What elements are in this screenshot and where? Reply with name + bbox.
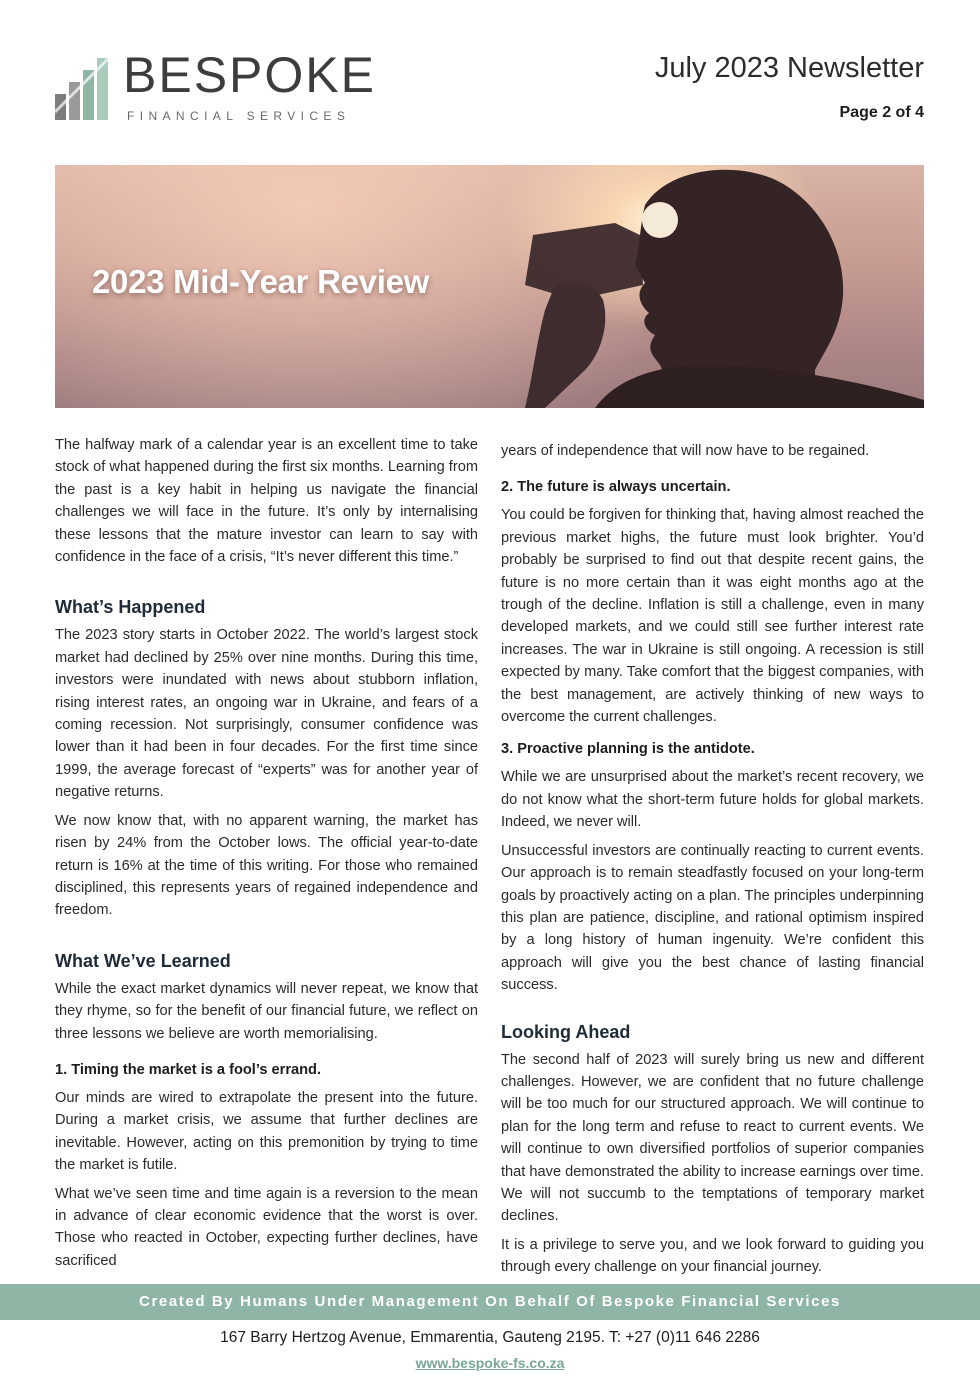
footer-banner: Created By Humans Under Management On Behalf Of Bespoke Financial Services: [0, 1284, 980, 1320]
lesson-3-heading: 3. Proactive planning is the antidote.: [501, 741, 755, 758]
whats-happened-paragraph-2: We now know that, with no apparent warning, the market has risen by 24% from the October lows. The official year-to-date return is 16% at the time of this writing. For those who remained disciplined, this represents years of regained independence and freedom.: [55, 812, 478, 919]
looking-ahead-paragraph-1: The second half of 2023 will surely bring us new and different challenges. However, we are confident that no future challenge will be too much for our structured approach. We will continue to plan for the long term and refuse to react to current events. We will continue to own diversified portfolios of superior companies that have demonstrated the ability to increase earnings over time. We will not succumb to the temptations of temporary market declines.: [501, 1051, 924, 1225]
lesson-1-heading: 1. Timing the market is a fool’s errand.: [55, 1061, 322, 1078]
lesson-3-paragraph-2: Unsuccessful investors are continually reacting to current events. Our approach is to remain steadfastly focused on your long-term goals by proactively acting on a plan. The principles underpinning this plan are patience, discipline, and rational optimism inspired by a long history of human ingenuity. We’re confident this approach will give you the best chance of lasting financial success.: [501, 842, 924, 994]
lesson-1-paragraph-1: Our minds are wired to extrapolate the present into the future. During a market crisis, we assume that further declines are inevitable. However, acting on this premonition by trying to time the market is futile.: [55, 1089, 478, 1174]
hero-banner: [55, 165, 924, 408]
what-weve-learned-paragraph: While the exact market dynamics will never repeat, we know that they rhyme, so for the benefit of our financial future, we reflect on three lessons we believe are worth memorialising.: [55, 980, 478, 1042]
looking-ahead-paragraph-2: It is a privilege to serve you, and we look forward to guiding you through every challenge on your financial journey.: [501, 1236, 924, 1276]
whats-happened-paragraph-1: The 2023 story starts in October 2022. The world’s largest stock market had declined by 25% over nine months. During this time, investors were inundated with news about stubborn inflation, rising interest rates, an ongoing war in Ukraine, and fears of a coming recession. Not surprisingly, consumer confidence was lower than it had been in four decades. For the first time since 1999, the average forecast of “experts” was for another year of negative returns.: [55, 627, 478, 801]
left-column: [55, 434, 478, 1278]
logo-subtitle: FINANCIAL SERVICES: [127, 109, 351, 123]
right-column: [501, 440, 924, 1285]
lesson-3-paragraph-1: While we are unsurprised about the market’s recent recovery, we do not know what the short-term future holds for global markets. Indeed, we never will.: [501, 769, 924, 831]
whats-happened-heading: What’s Happened: [55, 597, 206, 618]
footer-address: 167 Barry Hertzog Avenue, Emmarentia, Gauteng 2195. T: +27 (0)11 646 2286: [220, 1329, 760, 1346]
looking-ahead-heading: Looking Ahead: [501, 1021, 631, 1042]
newsletter-title: July 2023 Newsletter: [654, 52, 924, 84]
intro-paragraph: The halfway mark of a calendar year is an excellent time to take stock of what happened during the first six months. Learning from the past is a key habit in helping us navigate the financial challenges we will face in the future. It’s only by internalising these lessons that the mature investor can learn to say with confidence in the face of a crisis, “It’s never different this time.”: [55, 437, 478, 566]
lesson-2-paragraph: You could be forgiven for thinking that, having almost reached the previous market highs, the future must look brighter. You’d probably be surprised to find out that despite recent gains, the future is no more certain than it was eight months ago at the trough of the decline. Inflation is still a challenge, even in many developed markets, and we could still see further interest rate increases. The war in Ukraine is still ongoing. A recession is still expected by many. Take comfort that the biggest companies, with the best management, are actively thinking of new ways to overcome the current challenges.: [501, 507, 924, 726]
what-weve-learned-heading: What We’ve Learned: [55, 950, 231, 971]
lesson-1-continued: years of independence that will now have to be regained.: [501, 443, 870, 459]
website-link[interactable]: www.bespoke-fs.co.za: [415, 1355, 565, 1371]
logo-name: BESPOKE: [123, 47, 376, 103]
lesson-2-heading: 2. The future is always uncertain.: [501, 479, 731, 496]
company-logo: [55, 47, 376, 132]
lesson-1-paragraph-2: What we’ve seen time and time again is a reversion to the mean in advance of clear economic evidence that the worst is over. Those who reacted in October, expecting further declines, have sacrificed: [55, 1185, 478, 1269]
hero-title: 2023 Mid-Year Review: [92, 263, 430, 300]
page-indicator: Page 2 of 4: [839, 104, 924, 121]
bar-chart-logo-icon: [55, 52, 125, 122]
